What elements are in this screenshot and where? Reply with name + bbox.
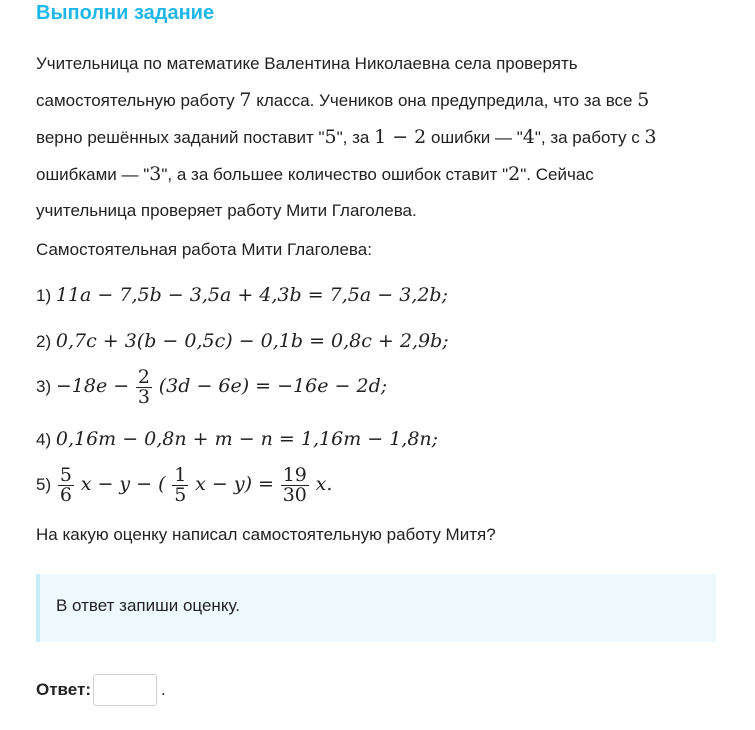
fraction-denominator: 5 (174, 484, 187, 506)
problem-line-2 (36, 82, 716, 119)
problem-text (36, 46, 716, 229)
hint-text: В ответ запиши оценку. (56, 596, 240, 615)
problem-text-segment: ", за (336, 128, 375, 147)
answer-suffix: . (161, 680, 166, 699)
problem-text-segment: самостоятельную работу (36, 91, 240, 110)
answer-label: Ответ: (36, 680, 91, 699)
math-number: 2 (508, 163, 521, 185)
math-range: 1 − 2 (374, 126, 427, 148)
fraction-denominator: 6 (59, 484, 72, 506)
fraction (58, 466, 74, 505)
math-number: 7 (239, 89, 252, 111)
problem-text-segment: ", а за большее количество ошибок ставит " (161, 165, 509, 184)
fraction-denominator: 30 (282, 484, 307, 506)
equation-expression: (3d − 6e) = −16e − 2d; (158, 374, 388, 397)
equation-number: 2) (36, 332, 52, 351)
problem-text-segment: ". Сейчас (520, 165, 594, 184)
equation-expression: 0,7c + 3(b − 0,5c) − 0,1b = 0,8c + 2,9b; (55, 330, 449, 352)
math-number: 5 (324, 126, 337, 148)
equation-3 (36, 368, 387, 407)
problem-text-segment: класса. Учеников она предупредила, что за все (251, 91, 638, 110)
equation-expression: −18e − (55, 374, 130, 397)
work-title: Самостоятельная работа Мити Глаголева: (36, 240, 372, 259)
math-number: 3 (644, 126, 657, 148)
equation-number: 1) (36, 286, 52, 305)
equation-expression: x − y − ( (80, 472, 166, 495)
fraction (281, 466, 309, 505)
fraction (172, 466, 188, 505)
equation-expression: x − y) = (195, 472, 274, 495)
equation-expression: 11a − 7,5b − 3,5a + 4,3b = 7,5a − 3,2b; (55, 284, 448, 306)
equation-5 (36, 466, 332, 505)
problem-text-segment: ", за работу с (534, 128, 645, 147)
equation-number: 5) (36, 474, 52, 494)
task-title: Выполни задание (36, 2, 215, 24)
problem-line-4 (36, 156, 716, 193)
fraction-denominator: 3 (137, 386, 150, 408)
math-number: 4 (522, 126, 535, 148)
fraction (136, 368, 152, 407)
equation-number: 4) (36, 430, 52, 449)
fraction-numerator: 1 (174, 464, 187, 486)
equation-1 (36, 284, 448, 306)
hint-box (36, 574, 716, 642)
problem-line-3 (36, 119, 716, 156)
equation-number: 3) (36, 376, 52, 396)
equation-4 (36, 428, 438, 450)
problem-line-1: Учительница по математике Валентина Николаевна села проверять (36, 54, 578, 73)
equation-expression: x. (315, 472, 333, 495)
fraction-numerator: 5 (59, 464, 72, 486)
fraction-numerator: 2 (137, 366, 150, 388)
question-text: На какую оценку написал самостоятельную работу Митя? (36, 525, 496, 544)
answer-input[interactable] (93, 674, 157, 706)
problem-text-segment: верно решённых заданий поставит " (36, 128, 325, 147)
problem-text-segment: ошибки — " (426, 128, 523, 147)
equation-expression: 0,16m − 0,8n + m − n = 1,16m − 1,8n; (55, 428, 439, 450)
problem-line-5: учительница проверяет работу Мити Глаголева. (36, 201, 417, 220)
equation-2 (36, 330, 449, 352)
fraction-numerator: 19 (282, 464, 307, 486)
problem-text-segment: ошибками — " (36, 165, 150, 184)
math-number: 3 (149, 163, 162, 185)
math-number: 5 (637, 89, 650, 111)
